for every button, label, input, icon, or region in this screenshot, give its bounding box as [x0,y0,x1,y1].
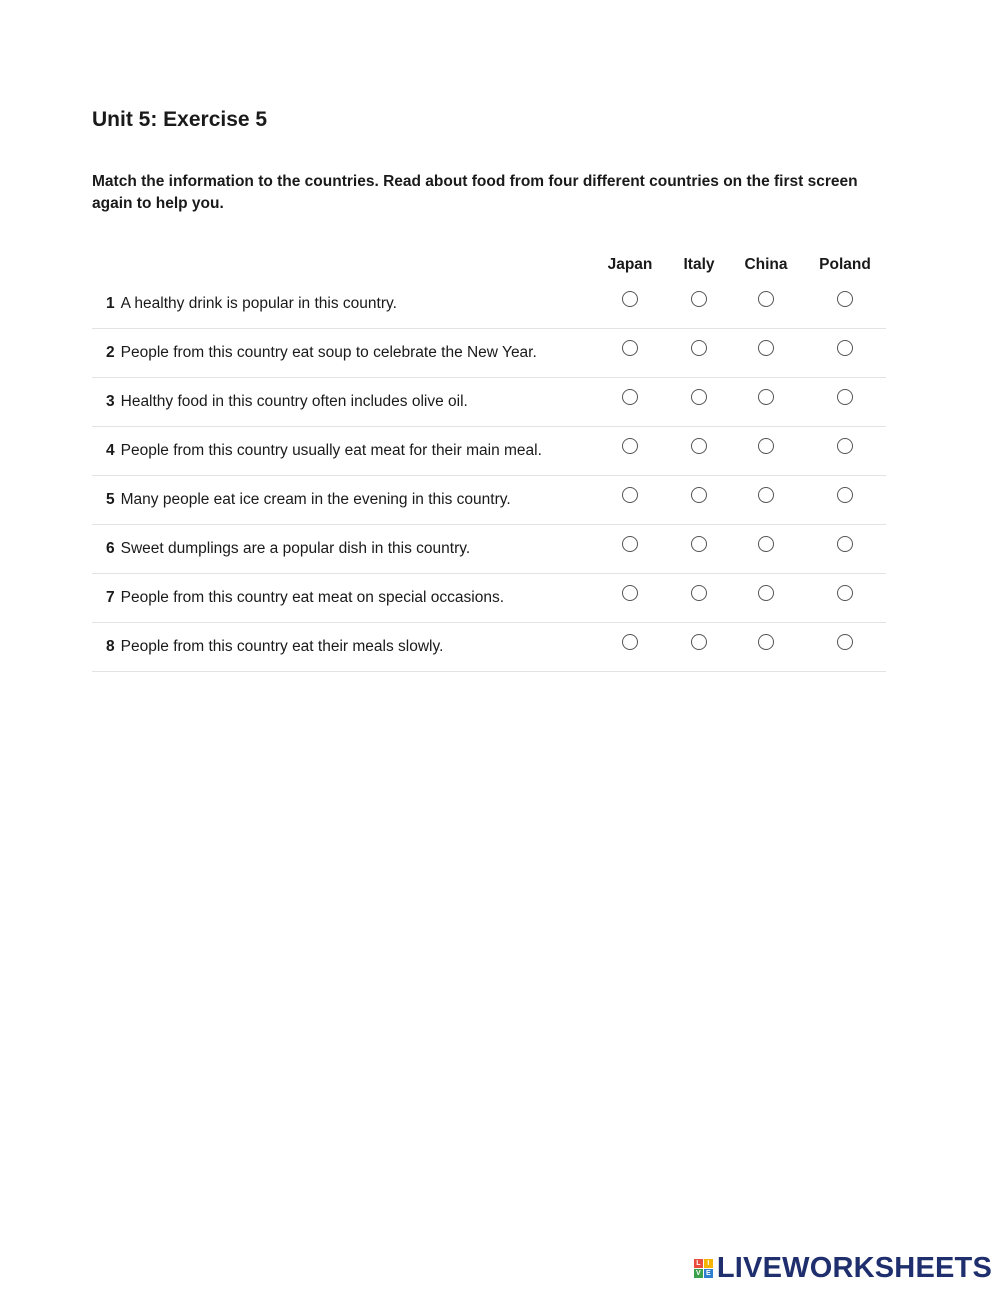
column-header-row [92,252,886,280]
radio-italy[interactable] [691,340,707,356]
radio-italy[interactable] [691,291,707,307]
question-number: 4 [106,442,115,459]
radio-china[interactable] [758,291,774,307]
question-text [106,393,468,411]
question-statement: Sweet dumplings are a popular dish in this country. [120,540,471,557]
question-row [92,623,886,672]
question-statement: People from this country eat their meals slowly. [120,638,444,655]
question-number: 2 [106,344,115,361]
radio-japan[interactable] [622,585,638,601]
question-row [92,476,886,525]
question-text [106,589,504,607]
question-row [92,378,886,427]
radio-poland[interactable] [837,487,853,503]
column-header-poland: Poland [819,256,871,273]
question-number: 1 [106,295,115,312]
radio-italy[interactable] [691,634,707,650]
logo-mark-icon [694,1259,713,1278]
question-text [106,442,542,460]
column-header-italy: Italy [683,256,715,273]
question-statement: People from this country eat soup to celebrate the New Year. [120,344,537,361]
radio-poland[interactable] [837,585,853,601]
radio-italy[interactable] [691,438,707,454]
question-text [106,491,511,509]
question-number: 7 [106,589,115,606]
question-row [92,525,886,574]
radio-japan[interactable] [622,438,638,454]
question-number: 6 [106,540,115,557]
radio-japan[interactable] [622,634,638,650]
question-row [92,574,886,623]
radio-poland[interactable] [837,340,853,356]
radio-japan[interactable] [622,340,638,356]
logo-mark-letter: I [704,1259,713,1268]
radio-china[interactable] [758,585,774,601]
question-text [106,540,470,558]
instructions: Match the information to the countries. Read about food from four different countries on the first screen again to help you. [92,173,858,212]
radio-china[interactable] [758,340,774,356]
radio-japan[interactable] [622,487,638,503]
radio-china[interactable] [758,389,774,405]
question-number: 3 [106,393,115,410]
radio-italy[interactable] [691,536,707,552]
question-number: 5 [106,491,115,508]
radio-italy[interactable] [691,585,707,601]
logo-text: LIVEWORKSHEETS [716,1252,992,1284]
question-row [92,280,886,329]
radio-poland[interactable] [837,438,853,454]
question-text [106,295,397,313]
question-text [106,638,443,656]
question-statement: Healthy food in this country often includes olive oil. [120,393,468,410]
logo-mark-letter: E [704,1269,713,1278]
liveworksheets-logo [694,1252,992,1285]
radio-japan[interactable] [622,536,638,552]
radio-italy[interactable] [691,487,707,503]
question-statement: People from this country eat meat on special occasions. [120,589,505,606]
radio-japan[interactable] [622,389,638,405]
question-statement: People from this country usually eat meat for their main meal. [120,442,542,459]
question-rows [92,280,886,672]
column-header-china: China [744,256,788,273]
radio-china[interactable] [758,438,774,454]
question-number: 8 [106,638,115,655]
radio-china[interactable] [758,536,774,552]
radio-poland[interactable] [837,634,853,650]
logo-mark-letter: L [694,1259,703,1268]
question-statement: A healthy drink is popular in this country. [120,295,397,312]
page-title: Unit 5: Exercise 5 [92,108,268,131]
matching-grid [92,252,886,672]
question-row [92,329,886,378]
radio-poland[interactable] [837,389,853,405]
radio-china[interactable] [758,487,774,503]
question-statement: Many people eat ice cream in the evening in this country. [120,491,511,508]
radio-poland[interactable] [837,536,853,552]
radio-china[interactable] [758,634,774,650]
radio-italy[interactable] [691,389,707,405]
radio-poland[interactable] [837,291,853,307]
question-row [92,427,886,476]
column-header-japan: Japan [607,256,653,273]
radio-japan[interactable] [622,291,638,307]
question-text [106,344,537,362]
logo-mark-letter: V [694,1269,703,1278]
